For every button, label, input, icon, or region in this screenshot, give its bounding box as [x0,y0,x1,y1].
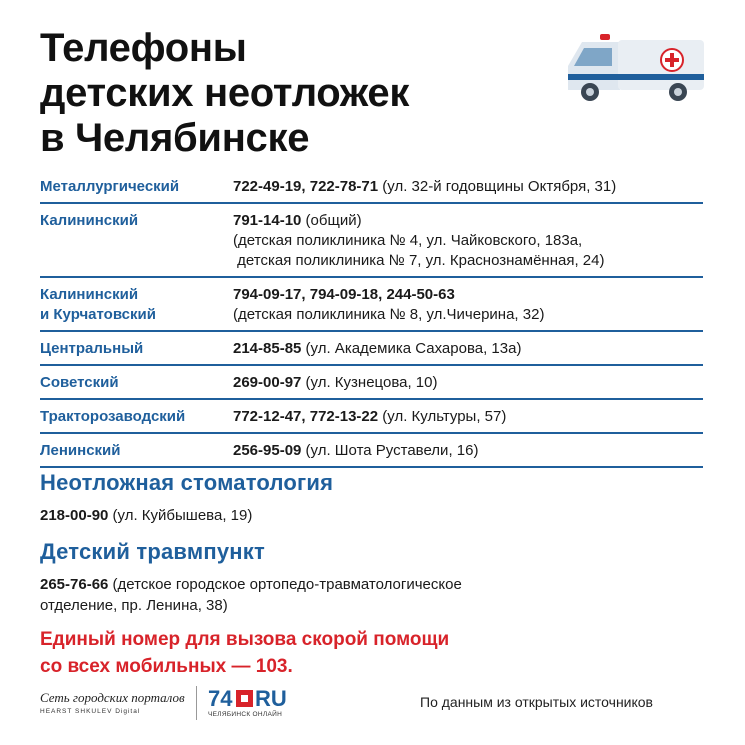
district-name [40,373,230,393]
district-name [40,441,230,461]
logo-number: 74 [208,686,233,711]
district-name-line: и Курчатовский [40,306,156,323]
logo-ru: RU [255,686,287,711]
district-info [233,285,703,325]
info-line [233,251,703,271]
district-name-line: Калининский [40,212,139,229]
district-name-line: Металлургический [40,178,180,195]
info-line [40,505,700,526]
address-text: (ул. Кузнецова, 10) [301,374,438,391]
info-line [233,373,703,393]
district-row-kalininsky-kurchatovsky [40,278,703,332]
info-line [233,211,703,231]
logo-square-icon [236,690,253,707]
emergency-line-2: со всех мобильных — 103. [40,656,293,677]
phone-number: 256-95-09 [233,442,302,459]
district-row-central [40,332,703,366]
address-text: (ул. 32-й годовщины Октября, 31) [378,178,617,195]
trauma-info [40,574,700,616]
dentistry-heading: Неотложная стоматология [40,470,334,495]
phone-number: 214-85-85 [233,340,302,357]
info-line [233,285,703,305]
info-line [233,339,703,359]
source-note: По данным из открытых источников [420,694,653,710]
emergency-line-1: Единый номер для вызова скорой помощи [40,629,450,650]
emergency-notice [40,626,449,680]
district-name-line: Советский [40,374,119,391]
title-line-3: в Челябинске [40,116,310,160]
info-line [233,407,703,427]
districts-table [40,170,703,468]
district-info [233,211,703,271]
district-name-line: Центральный [40,340,144,357]
trauma-heading: Детский травмпункт [40,539,265,564]
district-row-leninsky [40,434,703,468]
phone-number: 265-76-66 [40,576,109,593]
dentistry-info [40,505,700,526]
phone-number: 772-12-47, 772-13-22 [233,408,379,425]
phone-number: 218-00-90 [40,507,109,524]
title-line-2: детских неотложек [40,71,410,115]
address-text: (детская поликлиника № 4, ул. Чайковского, 183а, [233,232,583,249]
portal-logo[interactable] [208,686,308,722]
district-name-line: Калининский [40,286,139,303]
district-info [233,373,703,393]
district-name-line: Ленинский [40,442,121,459]
info-line [233,441,703,461]
district-info [233,339,703,359]
address-text: (ул. Куйбышева, 19) [108,507,253,524]
info-line [40,574,700,595]
info-line [233,305,703,325]
address-text: (ул. Шота Руставели, 16) [301,442,479,459]
phone-number: 791-14-10 [233,212,302,229]
network-subtitle: HEARST SHKULEV Digital [40,708,141,715]
address-text: детская поликлиника № 7, ул. Краснознамённая, 24) [233,252,605,269]
district-name [40,285,230,325]
phone-number: 722-49-19, 722-78-71 [233,178,379,195]
district-name [40,407,230,427]
district-info [233,441,703,461]
address-text: (ул. Академика Сахарова, 13а) [301,340,522,357]
district-info [233,407,703,427]
district-row-kalininsky [40,204,703,278]
info-line [233,177,703,197]
district-name [40,177,230,197]
district-name [40,211,230,231]
district-row-sovetsky [40,366,703,400]
logo-caption: ЧЕЛЯБИНСК ОНЛАЙН [208,711,283,718]
district-info [233,177,703,197]
network-logo [40,690,190,715]
footer-divider [196,686,197,720]
district-row-metallurgical [40,170,703,204]
page-title [40,26,520,161]
info-line [233,231,703,251]
network-title: Сеть городских порталов [40,690,185,705]
district-row-traktorozavodsky [40,400,703,434]
district-name [40,339,230,359]
address-text: (общий) [301,212,362,229]
ambulance-icon [560,28,710,108]
district-name-line: Тракторозаводский [40,408,186,425]
address-text: (ул. Культуры, 57) [378,408,507,425]
address-text: (детская поликлиника № 8, ул.Чичерина, 32) [233,306,545,323]
phone-number: 269-00-97 [233,374,302,391]
info-line: отделение, пр. Ленина, 38) [40,597,228,614]
phone-number: 794-09-17, 794-09-18, 244-50-63 [233,286,455,303]
address-text: (детское городское ортопедо-травматологическое [108,576,462,593]
title-line-1: Телефоны [40,26,247,70]
